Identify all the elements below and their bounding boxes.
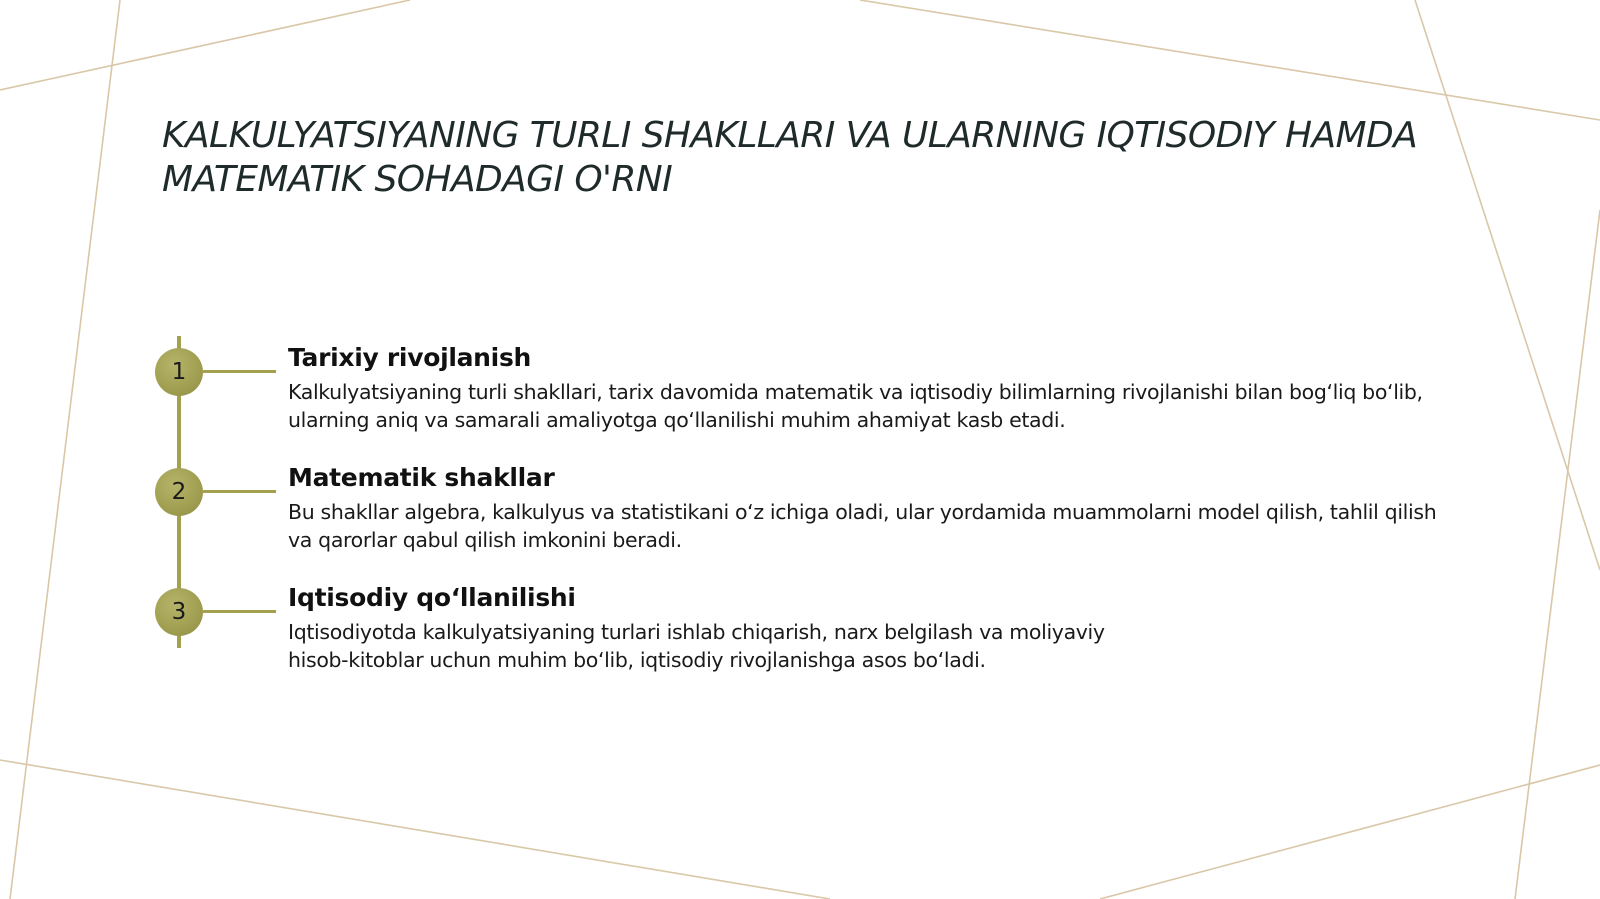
step-number-badge: 1 bbox=[155, 348, 203, 396]
step-description: Bu shakllar algebra, kalkulyus va statistikani o‘z ichiga oladi, ular yordamida muammolarni model qilish, tahlil qilish va qarorlar qabul qilish imkonini beradi. bbox=[288, 500, 1437, 552]
slide-title: KALKULYATSIYANING TURLI SHAKLLARI VA ULARNING IQTISODIY HAMDA MATEMATIK SOHADAGI O'RNI bbox=[162, 115, 1418, 200]
step-description: Iqtisodiyotda kalkulyatsiyaning turlari ishlab chiqarish, narx belgilash va moliyaviy hisob-kitoblar uchun muhim bo‘lib, iqtisodiy rivojlanishga asos bo‘ladi. bbox=[288, 620, 1105, 672]
timeline-connector bbox=[203, 370, 276, 373]
step-heading: Iqtisodiy qo‘llanilishi bbox=[288, 583, 576, 612]
step-heading: Matematik shakllar bbox=[288, 463, 555, 492]
step-description: Kalkulyatsiyaning turli shakllari, tarix davomida matematik va iqtisodiy bilimlarning rivojlanishi bilan bog‘liq bo‘lib, ularning aniq va samarali amaliyotga qo‘llanilishi muhim ahamiyat kasb etadi. bbox=[288, 380, 1423, 432]
step-heading: Tarixiy rivojlanish bbox=[288, 343, 532, 372]
step-number-badge: 2 bbox=[155, 468, 203, 516]
step-number-badge: 3 bbox=[155, 588, 203, 636]
timeline-connector bbox=[203, 610, 276, 613]
timeline-connector bbox=[203, 490, 276, 493]
